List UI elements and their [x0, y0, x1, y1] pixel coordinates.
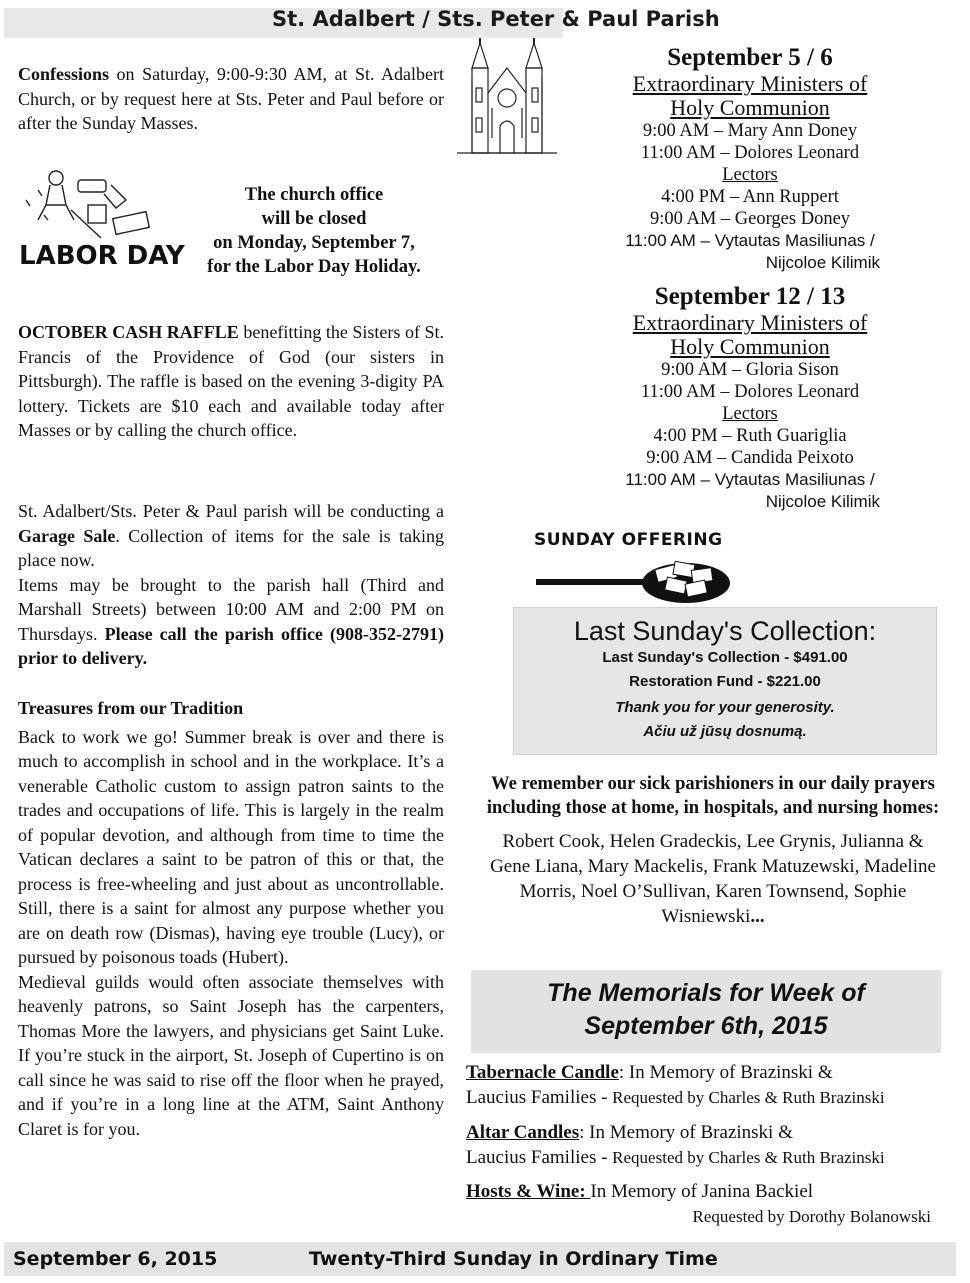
- labor-day-logo-text: LABOR DAY: [19, 241, 185, 271]
- memorial-families: Laucius Families -: [466, 1087, 613, 1108]
- memorials-title-line-1: The Memorials for Week of: [547, 979, 865, 1007]
- lector-entry: 4:00 PM – Ruth Guariglia: [653, 426, 847, 446]
- memorial-label: Tabernacle Candle: [466, 1062, 619, 1083]
- confessions-notice: [18, 62, 444, 136]
- closed-line-1: The church office: [244, 185, 384, 205]
- garage-sale-notice: [18, 499, 444, 671]
- restoration-fund-amount: Restoration Fund - $221.00: [629, 673, 821, 690]
- lectors-title: Lectors: [722, 404, 778, 424]
- footer-date: September 6, 2015: [13, 1248, 218, 1270]
- em-entry: 9:00 AM – Mary Ann Doney: [642, 121, 858, 141]
- lector-entry: 11:00 AM – Vytautas Masiliunas /: [625, 470, 875, 489]
- sick-names-list: Robert Cook, Helen Gradeckis, Lee Grynis, Julianna & Gene Liana, Mary Mackelis, Frank Matuzewski, Madeline Morris, Noel O’Sullivan, Karen Townsend, Sophie Wisniewski: [490, 831, 936, 927]
- memorial-text: : In Memory of Brazinski &: [618, 1062, 833, 1083]
- collection-amount: Last Sunday's Collection - $491.00: [602, 649, 848, 666]
- schedule-date: September 5 / 6: [667, 44, 833, 71]
- lector-entry: 4:00 PM – Ann Ruppert: [661, 187, 839, 207]
- em-title-line-1: Extraordinary Ministers of: [632, 310, 868, 335]
- sick-parishioners: [483, 772, 943, 929]
- memorial-hosts-wine: [466, 1179, 946, 1229]
- confessions-text: on Saturday, 9:00-9:30 AM, at St. Adalbert Church, or by request here at Sts. Peter and Paul before or after the Sunday Masses.: [18, 64, 444, 133]
- garage-text-3: Items may be brought to the parish hall (Third and Marshall Streets) between 10:00 AM and 2:00 PM on Thursdays.: [18, 574, 444, 644]
- footer-bar: [4, 1242, 956, 1276]
- closed-line-4: for the Labor Day Holiday.: [207, 257, 421, 277]
- sick-heading: We remember our sick parishioners in our daily prayers including those at home, in hospitals, and nursing homes:: [486, 774, 940, 818]
- lector-entry: 11:00 AM – Vytautas Masiliunas /: [625, 231, 875, 250]
- thank-you-english: Thank you for your generosity.: [615, 699, 835, 716]
- memorials-title-line-2: September 6th, 2015: [584, 1012, 828, 1040]
- memorial-families: Laucius Families -: [466, 1147, 613, 1168]
- schedule-week-2: [530, 283, 970, 513]
- thank-you-lithuanian: Ačiu už jūsų dosnumą.: [643, 723, 807, 740]
- treasures-section: [18, 696, 444, 1141]
- offering-plate-illustration: [534, 555, 734, 610]
- treasures-heading: Treasures from our Tradition: [18, 698, 244, 718]
- sick-names: [483, 829, 943, 929]
- closed-line-3: on Monday, September 7,: [213, 233, 415, 253]
- lector-entry-continued: Nijcoloe Kilimik: [765, 492, 880, 511]
- em-entry: 11:00 AM – Dolores Leonard: [640, 382, 860, 402]
- raffle-text: benefitting the Sisters of St. Francis of the Providence of God (our sisters in Pittsburgh). The raffle is based on the evening 3-digity PA lottery. Tickets are $10 each and available today after Masses or by calling the church office.: [18, 322, 444, 440]
- memorial-requested-by: Requested by Dorothy Bolanowski: [692, 1207, 931, 1226]
- memorial-requested-by: Requested by Charles & Ruth Brazinski: [612, 1088, 885, 1107]
- em-title-line-1: Extraordinary Ministers of: [632, 71, 868, 96]
- raffle-notice: [18, 320, 444, 443]
- raffle-lead: OCTOBER CASH RAFFLE: [18, 322, 239, 342]
- garage-sale-bold: Garage Sale: [18, 525, 116, 546]
- closed-line-2: will be closed: [261, 209, 367, 229]
- garage-text-2: . Collection of items for the sale is taking place now.: [18, 525, 444, 570]
- memorial-label: Altar Candles: [466, 1122, 580, 1143]
- treasures-paragraph-2: Medieval guilds would often associate themselves with heavenly patrons, so Saint Joseph has the carpenters, Thomas More the lawyers, and physicians get Saint Luke. If you’re stuck in the airport, St. Joseph of Cupertino is on call since he was said to rise off the floor when he prayed, and if you’re in a long line at the ATM, Saint Anthony Claret is for you.: [18, 971, 444, 1139]
- schedule-week-1: [530, 44, 970, 274]
- collection-title: Last Sunday's Collection:: [573, 616, 877, 646]
- memorial-altar-candles: [466, 1120, 946, 1170]
- lectors-title: Lectors: [722, 165, 778, 185]
- memorial-tabernacle-candle: [466, 1060, 946, 1110]
- lector-entry: 9:00 AM – Candida Peixoto: [646, 448, 854, 468]
- memorials-banner: [471, 970, 941, 1053]
- treasures-paragraph-1: Back to work we go! Summer break is over and there is much to accomplish in school and in the workplace. It’s a venerable Catholic custom to assign patron saints to the trades and occupations of life. This is largely in the realm of popular devotion, and although from time to time the Vatican declares a saint to be patron of this or that, the process is free-wheeling and just about as uncontrollable. Still, there is a saint for almost any purpose whether you are on death row (Dismas), having eye trouble (Lucy), or pursued by poisonous toads (Hubert).: [18, 726, 444, 967]
- office-closed-notice: [178, 183, 450, 279]
- em-entry: 9:00 AM – Gloria Sison: [661, 360, 839, 380]
- sick-names-ellipsis: ...: [750, 906, 765, 927]
- collection-box: [513, 607, 937, 755]
- em-title-line-2: Holy Communion: [670, 95, 830, 120]
- lector-entry: 9:00 AM – Georges Doney: [649, 209, 851, 229]
- sunday-offering-title: SUNDAY OFFERING: [534, 530, 723, 550]
- garage-text-1: St. Adalbert/Sts. Peter & Paul parish will be conducting a: [18, 501, 444, 521]
- em-entry: 11:00 AM – Dolores Leonard: [640, 143, 860, 163]
- lector-entry-continued: Nijcoloe Kilimik: [765, 253, 880, 272]
- memorial-label: Hosts & Wine:: [466, 1181, 591, 1202]
- schedule-date: September 12 / 13: [654, 283, 846, 310]
- garage-call-notice: Please call the parish office (908-352-2791) prior to delivery.: [18, 623, 444, 668]
- em-title-line-2: Holy Communion: [670, 334, 830, 359]
- confessions-lead: Confessions: [18, 64, 110, 84]
- memorial-text: : In Memory of Brazinski &: [579, 1122, 793, 1143]
- memorial-text: In Memory of Janina Backiel: [590, 1181, 814, 1202]
- memorial-requested-by: Requested by Charles & Ruth Brazinski: [612, 1148, 885, 1167]
- parish-title: St. Adalbert / Sts. Peter & Paul Parish: [272, 7, 720, 31]
- labor-day-illustration: [16, 160, 185, 275]
- footer-liturgical-title: Twenty-Third Sunday in Ordinary Time: [309, 1248, 718, 1270]
